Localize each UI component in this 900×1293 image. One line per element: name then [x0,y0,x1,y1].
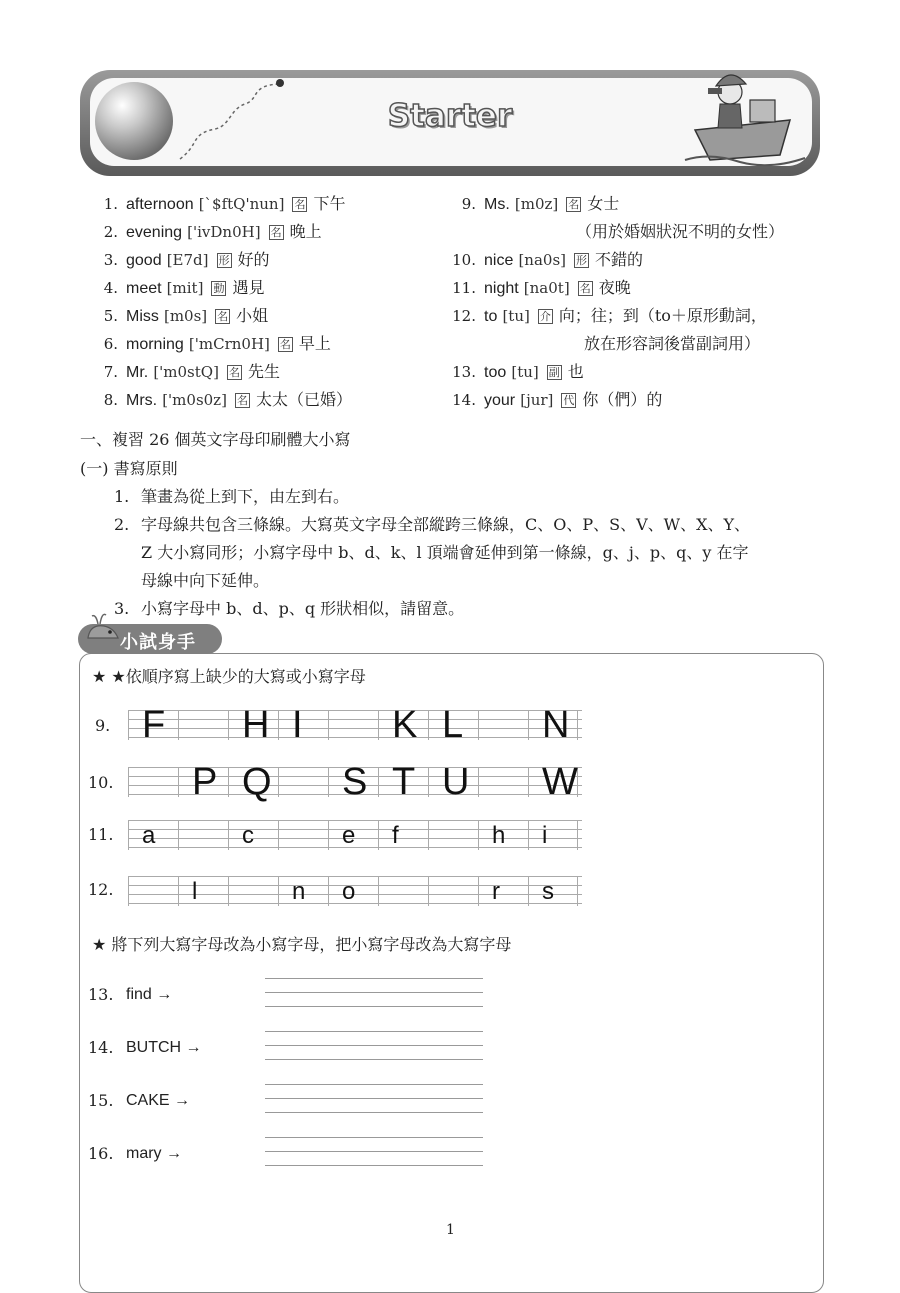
given-letter: W [542,761,578,803]
part-of-speech-badge: 名 [217,310,229,323]
section-heading: 一、複習 26 個英文字母印刷體大小寫 [80,430,351,449]
given-letter: H [242,704,270,746]
blank-letter-cell[interactable] [478,710,528,740]
vocab-number: 2. [103,223,118,241]
rule-number: 1. [114,487,130,506]
vocab-phonetic: ['ivDn0H] [187,223,261,241]
boat-explorer-illustration [680,60,810,170]
vocab-definition: 遇見 [232,278,265,297]
vocab-definition: 也 [567,362,584,381]
vocab-phonetic: [tu] [502,307,530,325]
vocab-item [92,194,345,215]
given-letter: c [242,822,254,849]
vocab-word: Ms. [484,196,510,213]
vocab-word: night [484,280,519,297]
vocab-phonetic: [m0z] [514,195,559,213]
blank-letter-cell[interactable] [478,767,528,797]
convert-prompt: CAKE → [126,1092,191,1109]
given-letter: f [392,822,399,849]
vocab-number: 7. [103,363,118,381]
convert-prompt: find → [126,986,173,1003]
part-of-speech-badge: 介 [539,310,551,323]
given-letter: P [192,761,218,803]
given-letter: F [142,704,166,746]
exercise-number: 9. [95,716,111,735]
rule-text: 小寫字母中 b、d、p、q 形狀相似，請留意。 [141,599,465,618]
vocab-number: 10. [452,251,476,269]
vocab-word: your [484,392,516,409]
exercise-number: 10. [88,773,114,792]
rule-text: 筆畫為從上到下，由左到右。 [141,487,350,506]
part-of-speech-badge: 動 [213,282,225,295]
vocab-number: 14. [452,391,476,409]
part-of-speech-badge: 名 [568,198,580,211]
vocab-word: morning [126,336,184,353]
convert-prompt: BUTCH → [126,1039,202,1056]
vocab-word: afternoon [126,196,194,213]
letter-grid-row [128,820,582,850]
exercise-number: 13. [88,985,114,1004]
practice-badge-label: 小試身手 [120,632,196,653]
vocab-word: too [484,364,507,381]
rule-text: Z 大小寫同形；小寫字母中 b、d、k、l 頂端會延伸到第一條線，g、j、p、q、y 在字 [141,543,749,562]
blank-letter-cell[interactable] [128,767,178,797]
given-letter: Q [242,761,272,803]
vocab-phonetic: [jur] [520,391,554,409]
vocab-word: Mrs. [126,392,158,409]
vocab-item-continued [576,222,784,242]
page-title: Starter [387,98,513,134]
vocab-word: evening [126,224,183,241]
given-letter: e [342,822,356,849]
vocab-phonetic: ['m0s0z] [162,391,227,409]
given-letter: l [192,878,198,905]
rule-number: 3. [114,599,130,618]
part-of-speech-badge: 名 [270,226,282,239]
given-letter: U [442,761,470,803]
letter-grid-row [128,704,582,746]
vocab-item [92,250,270,271]
exercise-box [79,653,824,1293]
rule-text: 母線中向下延伸。 [141,571,270,590]
instruction-text: ★ 將下列大寫字母改為小寫字母，把小寫字母改為大寫字母 [92,935,512,954]
part-of-speech-badge: 代 [563,394,575,407]
given-letter: r [492,878,500,905]
dashed-path-decoration [170,74,290,164]
given-letter: L [442,704,464,746]
exercise-number: 16. [88,1144,114,1163]
vocab-number: 3. [103,251,118,269]
vocab-phonetic: [na0s] [518,251,567,269]
vocab-number: 8. [103,391,118,409]
given-letter: T [392,761,416,803]
vocab-definition: 向；往；到（to＋原形動詞， [558,306,767,325]
letter-grid-row [128,761,582,803]
vocab-item [450,278,631,299]
vocab-number: 13. [452,363,476,381]
vocab-phonetic: [`$ftQ'nun] [198,195,285,213]
vocab-item-continued [584,334,760,354]
vocab-item [92,278,264,299]
exercise-number: 14. [88,1038,114,1057]
vocab-item [92,306,268,327]
blank-letter-cell[interactable] [278,820,328,850]
blank-letter-cell[interactable] [128,876,178,906]
vocab-number: 9. [461,195,476,213]
vocab-definition-continued: （用於婚姻狀況不明的女性） [576,222,785,241]
exercise-number: 15. [88,1091,114,1110]
blank-letter-cell[interactable] [278,767,328,797]
vocab-item [450,194,619,215]
vocab-item [92,222,322,243]
vocab-item [450,250,643,271]
vocab-word: good [126,252,162,269]
vocab-phonetic: ['mCrn0H] [188,335,270,353]
vocab-number: 12. [452,307,476,325]
part-of-speech-badge: 名 [228,366,240,379]
vocab-word: meet [126,280,162,297]
blank-letter-cell[interactable] [178,710,228,740]
vocab-phonetic: [E7d] [166,251,209,269]
vocab-word: Miss [126,308,159,325]
vocab-item [92,362,280,383]
vocab-definition: 晚上 [289,222,322,241]
blank-letter-cell[interactable] [228,876,278,906]
letter-cell [278,710,328,740]
vocab-definition: 女士 [587,194,620,213]
given-letter: o [342,878,356,905]
vocab-item [450,390,662,411]
letter-cell [478,876,528,906]
blank-letter-cell[interactable] [378,876,428,906]
vocab-definition: 小姐 [236,306,269,325]
vocab-definition: 早上 [298,334,331,353]
part-of-speech-badge: 副 [548,366,560,379]
vocab-item [92,390,352,411]
section-subheading: (一) 書寫原則 [80,459,178,478]
vocab-number: 5. [103,307,118,325]
blank-letter-cell[interactable] [328,710,378,740]
letter-grid-row [128,876,582,906]
blank-letter-cell[interactable] [178,820,228,850]
given-letter: I [292,704,303,746]
letter-cell [378,820,428,850]
vocab-phonetic: [mit] [166,279,204,297]
blank-letter-cell[interactable] [428,820,478,850]
given-letter: S [342,761,368,803]
part-of-speech-badge: 形 [218,254,230,267]
globe-icon [95,82,173,160]
vocab-phonetic: ['m0stQ] [153,363,219,381]
vocab-word: Mr. [126,364,149,381]
given-letter: i [542,822,548,849]
vocab-number: 11. [452,279,476,297]
vocab-number: 1. [103,195,118,213]
letter-cell [528,820,578,850]
vocab-word: nice [484,252,514,269]
vocab-phonetic: [tu] [511,363,539,381]
page-number: 1 [446,1222,455,1238]
exercise-number: 12. [88,880,114,899]
given-letter: n [292,878,306,905]
vocab-number: 4. [103,279,118,297]
exercise-number: 11. [88,825,114,844]
whale-icon [84,606,124,646]
part-of-speech-badge: 名 [579,282,591,295]
given-letter: N [542,704,570,746]
instruction-text: ★ ★依順序寫上缺少的大寫或小寫字母 [92,667,366,686]
given-letter: s [542,878,554,905]
part-of-speech-badge: 形 [576,254,588,267]
vocab-number: 6. [103,335,118,353]
blank-letter-cell[interactable] [428,876,478,906]
part-of-speech-badge: 名 [279,338,291,351]
vocab-word: to [484,308,498,325]
given-letter: a [142,822,156,849]
part-of-speech-badge: 名 [236,394,248,407]
given-letter: h [492,822,506,849]
convert-prompt: mary → [126,1145,182,1162]
vocab-definition: 太太（已婚） [255,390,352,409]
rule-number: 2. [114,515,130,534]
vocab-phonetic: [m0s] [163,307,208,325]
vocab-definition-continued: 放在形容詞後當副詞用） [584,334,761,353]
vocab-definition: 夜晚 [598,278,631,297]
rule-text: 字母線共包含三條線。大寫英文字母全部縱跨三條線，C、O、P、S、V、W、X、Y、 [141,515,751,534]
vocab-item [450,306,767,327]
vocab-definition: 下午 [313,194,346,213]
letter-cell [178,876,228,906]
vocab-item [92,334,331,355]
part-of-speech-badge: 名 [294,198,306,211]
vocab-definition: 不錯的 [595,250,644,269]
vocab-item [450,362,584,383]
given-letter: K [392,704,418,746]
vocab-phonetic: [na0t] [523,279,570,297]
vocab-definition: 好的 [237,250,270,269]
vocab-definition: 你（們）的 [582,390,663,409]
vocab-definition: 先生 [247,362,280,381]
